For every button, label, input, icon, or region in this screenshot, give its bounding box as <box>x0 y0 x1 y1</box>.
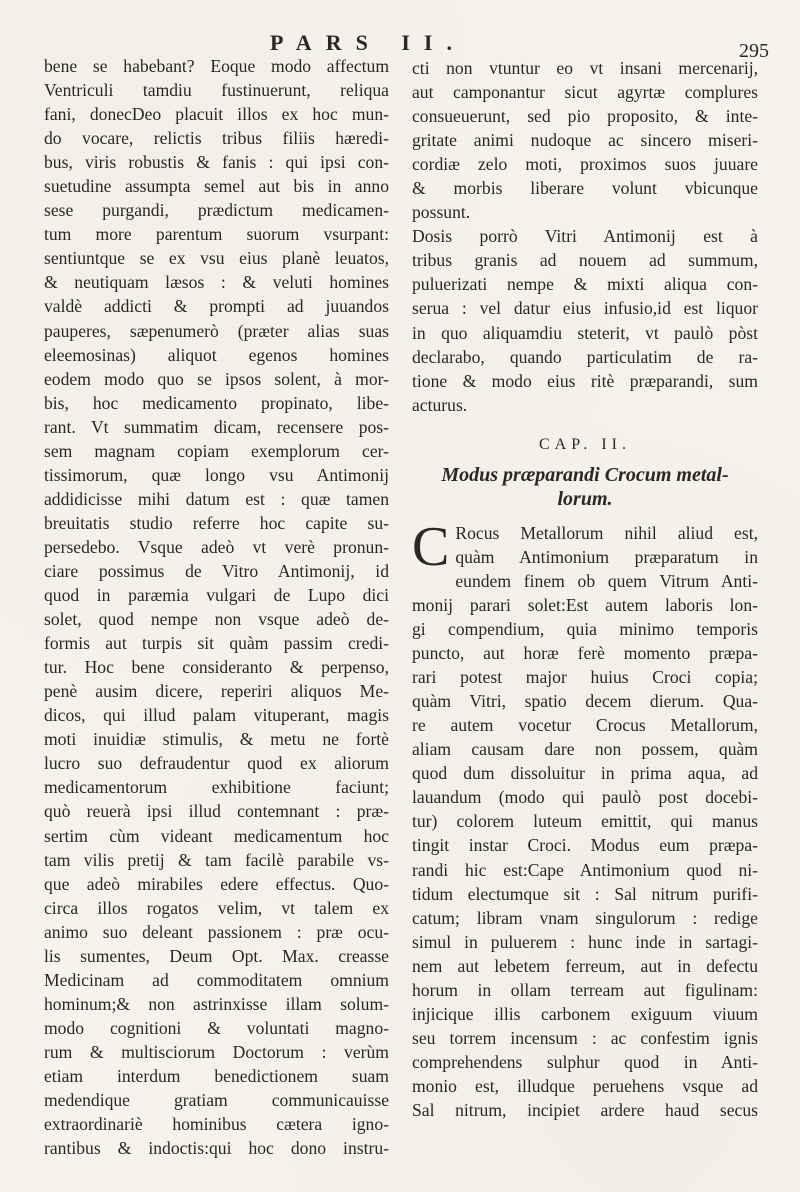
text-line: puluerizati nempe & mixti aliqua con- <box>412 274 758 295</box>
text-line: & morbis liberare volunt vbicunque <box>412 178 758 199</box>
text-line: & neutiquam læsos : & veluti homines <box>44 272 389 293</box>
text-line: animo suo deleant passionem : præ ocu- <box>44 921 389 942</box>
text-line: Rocus Metallorum nihil aliud est, <box>455 522 758 543</box>
text-line: etiam interdum benedictionem suam <box>44 1065 389 1086</box>
text-line: do vocare, relictis tribus filiis hæredi- <box>44 128 389 149</box>
chapter-title-line-1: Modus præparandi Crocum metal- <box>441 463 729 486</box>
text-line: tam vilis pretij & tam facilè parabile vs- <box>44 849 389 870</box>
text-line: eundem finem ob quem Vitrum Anti- <box>455 570 758 591</box>
text-line: Dosis porrò Vitri Antimonij est à <box>412 226 758 247</box>
text-line: possunt. <box>412 202 471 223</box>
paragraph-dosis <box>412 224 758 416</box>
text-line: bis, hoc medicamento propinato, libe- <box>44 392 389 413</box>
text-line: Sal nitrum, incipiet ardere haud secus <box>412 1099 758 1120</box>
text-line: hominum;& non astrinxisse illam solum- <box>44 993 389 1014</box>
text-line: aut camponantur sicut agyrtæ complures <box>412 82 758 103</box>
text-line: breuitatis studio referre hoc capite su- <box>44 512 389 533</box>
text-line: Medicinam ad commoditatem omnium <box>44 969 389 990</box>
text-line: comprehendens sulphur quod in Anti- <box>412 1051 758 1072</box>
text-line: quò reuerà ipsi illud contemnant : præ- <box>44 801 389 822</box>
text-line: puncto, aut horæ ferè momento præpa- <box>412 643 758 664</box>
text-line: tribus granis ad nouem ad summum, <box>412 250 758 271</box>
text-line: monio est, illudque peruehens vsque ad <box>412 1075 758 1096</box>
text-line: re autem vocetur Crocus Metallorum, <box>412 715 758 736</box>
text-line: lis sumentes, Deum Opt. Max. creasse <box>44 945 389 966</box>
text-line: lucro suo defraudentur quod ex aliorum <box>44 753 389 774</box>
text-line: tingit instar Croci. Modus eum præpa- <box>412 835 758 856</box>
text-line: modo cognitioni & voluntati magno- <box>44 1017 389 1038</box>
chapter-heading: CAP. II. <box>538 435 631 453</box>
chapter-title-line-2: lorum. <box>557 487 613 510</box>
text-line: bus, viris robustis & fanis : qui ipsi con- <box>44 152 389 173</box>
text-line: quod dum dissoluitur in prima aqua, ad <box>412 763 758 784</box>
text-line: eleemosinas) aliquot egenos homines <box>44 344 389 365</box>
part-title: PARS II. <box>270 30 466 55</box>
text-line: moti inuidiæ stimulis, & metu ne fortè <box>44 729 389 750</box>
left-column <box>44 54 389 1160</box>
text-line: cordiæ zelo moti, proximos suos juuare <box>412 154 758 175</box>
drop-cap-initial: C <box>412 515 450 578</box>
text-line: persedebo. Vsque adeò vt verè pronun- <box>44 536 389 557</box>
text-line: cti non vtuntur eo vt insani mercenarij, <box>412 58 758 78</box>
chapter-opening <box>412 515 758 578</box>
text-line: suetudine assumpta semel aut bis in anno <box>44 176 389 197</box>
text-line: tidum electumque sit : Sal nitrum purifi- <box>412 883 758 904</box>
text-line: bene se habebant? Eoque modo affectum <box>44 56 389 76</box>
paragraph-continuation <box>412 56 758 224</box>
text-line: addidicisse mihi datum est : quæ tamen <box>44 488 389 509</box>
text-line: extraordinariè hominibus cætera igno- <box>44 1114 389 1135</box>
text-line: medicamentorum exhibitione faciunt; <box>44 777 389 798</box>
text-line: formis aut turpis sit quàm passim credi- <box>44 633 389 654</box>
text-line: lauandum (modo qui paulò post docebi- <box>412 787 758 808</box>
text-line: tur. Hoc bene consideranto & perpenso, <box>44 657 389 678</box>
text-line: rant. Vt summatim dicam, recensere pos- <box>44 416 389 437</box>
text-line: tione & modo eius ritè præparandi, sum <box>412 370 758 391</box>
text-line: gritate animi nudoque ac sincero miseri- <box>412 130 758 151</box>
text-line: tissimorum, quæ longo vsu Antimonij <box>44 464 389 485</box>
page-number: 295 <box>739 40 769 62</box>
text-line: rantibus & indoctis:qui hoc dono instru- <box>44 1138 389 1159</box>
text-line: simul in puluerem : hunc inde in sartagi- <box>412 931 758 952</box>
text-line: acturus. <box>412 394 468 415</box>
text-line: horum in ollam terream aut figulinam: <box>412 979 758 1000</box>
text-line: valdè addicti & prompti ad juuandos <box>44 296 389 317</box>
text-line: injicique illis carbonem exiguum viuum <box>412 1003 758 1024</box>
text-line: randi hic est:Cape Antimonium quod ni- <box>412 859 758 880</box>
text-line: sem magnam copiam exemplorum cer- <box>44 440 389 461</box>
text-line: catum; libram vnam singulorum : redige <box>412 907 758 928</box>
text-line: circa illos rogatos velim, vt talem ex <box>44 897 389 918</box>
text-line: ciare possimus de Vitro Antimonij, id <box>44 560 389 581</box>
text-line: Ventriculi tamdiu fustinuerunt, reliqua <box>44 80 389 101</box>
text-line: pauperes, sæpenumerò (præter alias suas <box>44 320 389 341</box>
text-line: monij parari solet:Est autem laboris lon- <box>412 594 758 615</box>
text-line: nem aut lebetem ferreum, aut in defectu <box>412 955 758 976</box>
text-line: aliam causam dare non possem, quàm <box>412 739 758 760</box>
text-line: que adeò mirabiles edere effectus. Quo- <box>44 873 389 894</box>
text-line: quod in paræmia vulgari de Lupo dici <box>44 585 389 606</box>
text-line: quàm Antimonium præparatum in <box>455 546 758 567</box>
text-line: sertim cùm videant medicamentum hoc <box>44 825 389 846</box>
text-line: tum more parentum suorum vsurpant: <box>44 224 389 245</box>
text-line: penè ausim dicere, reperiri aliquos Me- <box>44 681 389 702</box>
text-line: eodem modo quo se ipsos solent, à mor- <box>44 368 389 389</box>
text-line: sentiuntque se ex vsu eius planè leuatos, <box>44 248 389 269</box>
text-line: fani, donecDeo placuit illos ex hoc mun- <box>44 104 389 125</box>
text-line: gi compendium, quia minimo temporis <box>412 619 758 640</box>
text-line: quàm Vitri, spatio decem dierum. Qua- <box>412 691 758 712</box>
text-line: rum & multisciorum Doctorum : verùm <box>44 1041 389 1062</box>
text-line: sese purgandi, prædictum medicamen- <box>44 200 389 221</box>
text-line: consueuerunt, sed pio proposito, & inte- <box>412 106 758 127</box>
text-line: declarabo, quando particulatim de ra- <box>412 346 758 367</box>
text-line: in quo aliquamdiu steterit, vt paulò pòst <box>412 322 758 343</box>
right-column <box>412 56 758 1122</box>
text-line: rari potest major huius Croci copia; <box>412 667 758 688</box>
text-line: seu torrem incensum : ac confestim ignis <box>412 1027 758 1048</box>
text-line: solet, quod nempe non vsque adeò de- <box>44 609 389 630</box>
paragraph-crocus <box>412 569 758 1122</box>
text-line: medendique gratiam communicauisse <box>44 1090 389 1111</box>
text-line: tur) colorem luteum emittit, qui manus <box>412 811 758 832</box>
text-line: serua : vel datur eius infusio,id est liquor <box>412 298 758 319</box>
text-line: dicos, qui illud palam vituperant, magis <box>44 705 389 726</box>
